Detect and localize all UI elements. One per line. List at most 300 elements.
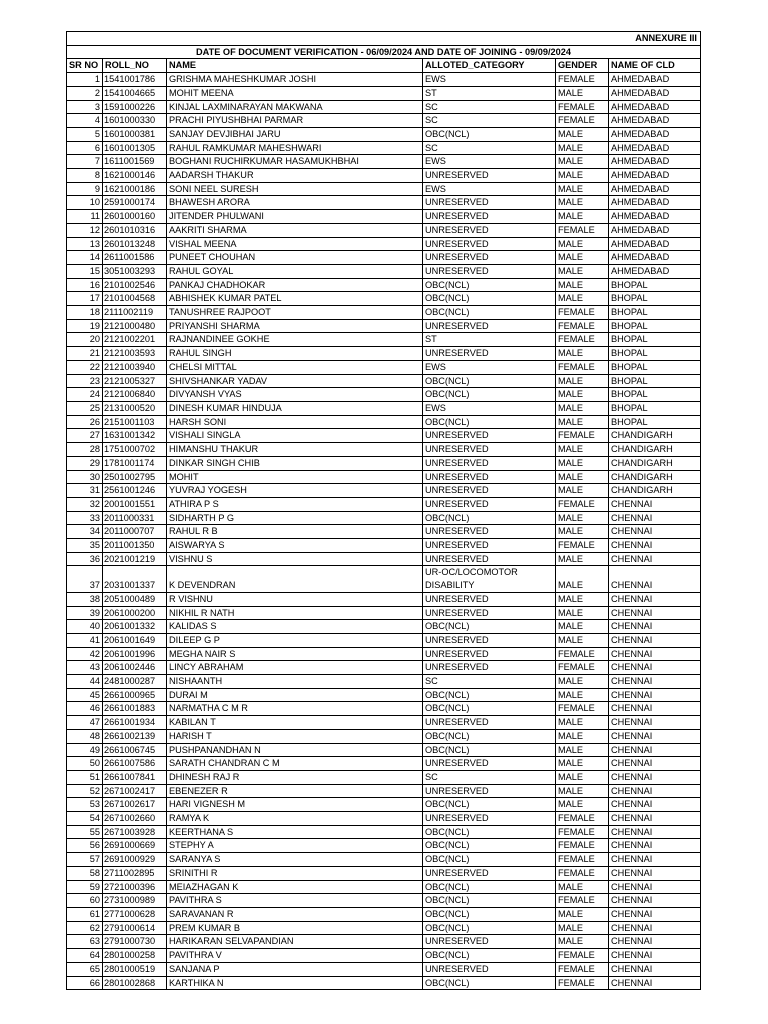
gender-cell: FEMALE <box>556 333 609 347</box>
table-row <box>67 935 701 949</box>
name-cell: SRINITHI R <box>167 866 423 880</box>
cld-cell: BHOPAL <box>609 292 701 306</box>
sr-no-cell: 4 <box>67 114 103 128</box>
name-cell: ATHIRA P S <box>167 497 423 511</box>
gender-cell: MALE <box>556 210 609 224</box>
roll-no-cell: 2051000489 <box>103 592 167 606</box>
cld-cell: BHOPAL <box>609 415 701 429</box>
name-cell: MOHIT MEENA <box>167 86 423 100</box>
category-cell: OBC(NCL) <box>423 743 556 757</box>
category-cell: EWS <box>423 182 556 196</box>
sr-no-cell: 25 <box>67 401 103 415</box>
gender-cell: MALE <box>556 127 609 141</box>
name-cell: DURAI M <box>167 688 423 702</box>
sr-no-cell: 35 <box>67 539 103 553</box>
category-cell: UNRESERVED <box>423 866 556 880</box>
category-cell: UNRESERVED <box>423 210 556 224</box>
sr-no-cell: 62 <box>67 921 103 935</box>
gender-cell: MALE <box>556 415 609 429</box>
table-row <box>67 853 701 867</box>
sr-no-cell: 29 <box>67 456 103 470</box>
gender-cell: FEMALE <box>556 429 609 443</box>
table-row <box>67 743 701 757</box>
table-row <box>67 633 701 647</box>
cld-cell: CHENNAI <box>609 866 701 880</box>
name-cell: SANJANA P <box>167 962 423 976</box>
cld-cell: AHMEDABAD <box>609 182 701 196</box>
gender-cell: FEMALE <box>556 100 609 114</box>
roll-no-cell: 2801002868 <box>103 976 167 990</box>
category-cell: SC <box>423 770 556 784</box>
name-cell: ABHISHEK KUMAR PATEL <box>167 292 423 306</box>
category-cell: UNRESERVED <box>423 539 556 553</box>
table-row <box>67 251 701 265</box>
category-cell: UNRESERVED <box>423 251 556 265</box>
category-cell: UNRESERVED <box>423 552 556 566</box>
candidate-table <box>66 31 701 990</box>
table-row <box>67 757 701 771</box>
cld-cell: AHMEDABAD <box>609 237 701 251</box>
table-row <box>67 141 701 155</box>
roll-no-cell: 2011000331 <box>103 511 167 525</box>
category-cell: UNRESERVED <box>423 606 556 620</box>
gender-cell: FEMALE <box>556 839 609 853</box>
roll-no-cell: 2721000396 <box>103 880 167 894</box>
header-row <box>67 59 701 73</box>
gender-cell: MALE <box>556 443 609 457</box>
sr-no-cell: 31 <box>67 484 103 498</box>
sr-no-cell: 60 <box>67 894 103 908</box>
roll-no-cell: 1541004665 <box>103 86 167 100</box>
table-row <box>67 223 701 237</box>
category-cell: OBC(NCL) <box>423 388 556 402</box>
table-row <box>67 429 701 443</box>
cld-cell: CHANDIGARH <box>609 484 701 498</box>
table-row <box>67 127 701 141</box>
roll-no-cell: 1591000226 <box>103 100 167 114</box>
cld-cell: AHMEDABAD <box>609 73 701 87</box>
category-cell: UNRESERVED <box>423 962 556 976</box>
gender-cell: FEMALE <box>556 539 609 553</box>
table-row <box>67 675 701 689</box>
table-row <box>67 497 701 511</box>
sr-no-cell: 48 <box>67 729 103 743</box>
table-row <box>67 278 701 292</box>
table-row <box>67 169 701 183</box>
category-cell: OBC(NCL) <box>423 415 556 429</box>
gender-cell: MALE <box>556 606 609 620</box>
category-cell: UNRESERVED <box>423 525 556 539</box>
category-cell: EWS <box>423 73 556 87</box>
roll-no-cell: 2001001551 <box>103 497 167 511</box>
gender-cell: MALE <box>556 251 609 265</box>
cld-cell: CHENNAI <box>609 839 701 853</box>
name-cell: SANJAY DEVJIBHAI JARU <box>167 127 423 141</box>
roll-no-cell: 2151001103 <box>103 415 167 429</box>
roll-no-cell: 2691000669 <box>103 839 167 853</box>
name-cell: SARAVANAN R <box>167 908 423 922</box>
name-cell: SHIVSHANKAR YADAV <box>167 374 423 388</box>
category-cell: OBC(NCL) <box>423 921 556 935</box>
roll-no-cell: 2561001246 <box>103 484 167 498</box>
name-cell: HIMANSHU THAKUR <box>167 443 423 457</box>
sr-no-cell: 37 <box>67 566 103 592</box>
roll-no-cell: 2011001350 <box>103 539 167 553</box>
table-row <box>67 347 701 361</box>
sr-no-cell: 50 <box>67 757 103 771</box>
gender-cell: FEMALE <box>556 894 609 908</box>
sr-no-cell: 12 <box>67 223 103 237</box>
name-cell: NISHAANTH <box>167 675 423 689</box>
document-title: DATE OF DOCUMENT VERIFICATION - 06/09/2024 AND DATE OF JOINING - 09/09/2024 <box>67 45 701 59</box>
name-cell: AADARSH THAKUR <box>167 169 423 183</box>
name-cell: STEPHY A <box>167 839 423 853</box>
roll-no-cell: 1781001174 <box>103 456 167 470</box>
sr-no-cell: 64 <box>67 949 103 963</box>
category-cell: UNRESERVED <box>423 443 556 457</box>
roll-no-cell: 2481000287 <box>103 675 167 689</box>
roll-no-cell: 2791000730 <box>103 935 167 949</box>
cld-cell: CHENNAI <box>609 962 701 976</box>
roll-no-cell: 2801000519 <box>103 962 167 976</box>
name-cell: RAHUL R B <box>167 525 423 539</box>
table-row <box>67 976 701 990</box>
cld-cell: CHENNAI <box>609 935 701 949</box>
table-row <box>67 306 701 320</box>
name-cell: PANKAJ CHADHOKAR <box>167 278 423 292</box>
name-cell: NIKHIL R NATH <box>167 606 423 620</box>
roll-no-cell: 2791000614 <box>103 921 167 935</box>
category-cell: OBC(NCL) <box>423 853 556 867</box>
name-cell: HARSH SONI <box>167 415 423 429</box>
gender-cell: FEMALE <box>556 812 609 826</box>
table-row <box>67 770 701 784</box>
roll-no-cell: 2591000174 <box>103 196 167 210</box>
sr-no-cell: 47 <box>67 716 103 730</box>
name-cell: AAKRITI SHARMA <box>167 223 423 237</box>
table-row <box>67 73 701 87</box>
name-cell: HARIKARAN SELVAPANDIAN <box>167 935 423 949</box>
sr-no-cell: 66 <box>67 976 103 990</box>
category-cell: UNRESERVED <box>423 812 556 826</box>
name-cell: RAHUL RAMKUMAR MAHESHWARI <box>167 141 423 155</box>
gender-cell: MALE <box>556 525 609 539</box>
header-alloted-category: ALLOTED_CATEGORY <box>423 59 556 73</box>
category-cell: UNRESERVED <box>423 347 556 361</box>
cld-cell: CHENNAI <box>609 647 701 661</box>
category-cell: OBC(NCL) <box>423 949 556 963</box>
roll-no-cell: 2061001996 <box>103 647 167 661</box>
sr-no-cell: 45 <box>67 688 103 702</box>
table-row <box>67 949 701 963</box>
header-name: NAME <box>167 59 423 73</box>
sr-no-cell: 24 <box>67 388 103 402</box>
roll-no-cell: 2501002795 <box>103 470 167 484</box>
name-cell: R VISHNU <box>167 592 423 606</box>
category-cell: UNRESERVED <box>423 592 556 606</box>
roll-no-cell: 2061000200 <box>103 606 167 620</box>
name-cell: VISHALI SINGLA <box>167 429 423 443</box>
sr-no-cell: 17 <box>67 292 103 306</box>
table-row <box>67 511 701 525</box>
category-cell: OBC(NCL) <box>423 306 556 320</box>
roll-no-cell: 1621000186 <box>103 182 167 196</box>
roll-no-cell: 2671002660 <box>103 812 167 826</box>
category-cell: SC <box>423 141 556 155</box>
category-cell: OBC(NCL) <box>423 292 556 306</box>
sr-no-cell: 23 <box>67 374 103 388</box>
sr-no-cell: 20 <box>67 333 103 347</box>
gender-cell: FEMALE <box>556 976 609 990</box>
table-row <box>67 100 701 114</box>
name-cell: PRACHI PIYUSHBHAI PARMAR <box>167 114 423 128</box>
name-cell: CHELSI MITTAL <box>167 360 423 374</box>
table-row <box>67 798 701 812</box>
cld-cell: AHMEDABAD <box>609 251 701 265</box>
category-cell: SC <box>423 100 556 114</box>
roll-no-cell: 2011000707 <box>103 525 167 539</box>
category-cell: ST <box>423 333 556 347</box>
sr-no-cell: 39 <box>67 606 103 620</box>
sr-no-cell: 51 <box>67 770 103 784</box>
roll-no-cell: 2121005327 <box>103 374 167 388</box>
roll-no-cell: 2031001337 <box>103 566 167 592</box>
cld-cell: CHENNAI <box>609 539 701 553</box>
category-cell: OBC(NCL) <box>423 729 556 743</box>
category-cell: OBC(NCL) <box>423 374 556 388</box>
roll-no-cell: 2131000520 <box>103 401 167 415</box>
name-cell: VISHNU S <box>167 552 423 566</box>
cld-cell: CHENNAI <box>609 757 701 771</box>
roll-no-cell: 1601000330 <box>103 114 167 128</box>
table-row <box>67 388 701 402</box>
roll-no-cell: 1601001305 <box>103 141 167 155</box>
sr-no-cell: 56 <box>67 839 103 853</box>
cld-cell: CHANDIGARH <box>609 456 701 470</box>
cld-cell: CHENNAI <box>609 894 701 908</box>
table-row <box>67 688 701 702</box>
category-cell: UNRESERVED <box>423 757 556 771</box>
name-cell: BHAWESH ARORA <box>167 196 423 210</box>
name-cell: RAHUL SINGH <box>167 347 423 361</box>
roll-no-cell: 3051003293 <box>103 264 167 278</box>
name-cell: AISWARYA S <box>167 539 423 553</box>
name-cell: PRIYANSHI SHARMA <box>167 319 423 333</box>
roll-no-cell: 2661007841 <box>103 770 167 784</box>
sr-no-cell: 13 <box>67 237 103 251</box>
roll-no-cell: 2671002617 <box>103 798 167 812</box>
sr-no-cell: 59 <box>67 880 103 894</box>
category-cell: UNRESERVED <box>423 319 556 333</box>
roll-no-cell: 2611001586 <box>103 251 167 265</box>
gender-cell: MALE <box>556 620 609 634</box>
table-row <box>67 210 701 224</box>
roll-no-cell: 1751000702 <box>103 443 167 457</box>
gender-cell: MALE <box>556 921 609 935</box>
cld-cell: AHMEDABAD <box>609 86 701 100</box>
roll-no-cell: 2661001934 <box>103 716 167 730</box>
cld-cell: BHOPAL <box>609 360 701 374</box>
sr-no-cell: 11 <box>67 210 103 224</box>
gender-cell: MALE <box>556 278 609 292</box>
table-row <box>67 196 701 210</box>
table-row <box>67 880 701 894</box>
gender-cell: FEMALE <box>556 825 609 839</box>
gender-cell: MALE <box>556 633 609 647</box>
gender-cell: FEMALE <box>556 114 609 128</box>
table-row <box>67 484 701 498</box>
name-cell: KABILAN T <box>167 716 423 730</box>
gender-cell: MALE <box>556 155 609 169</box>
sr-no-cell: 3 <box>67 100 103 114</box>
name-cell: DINKAR SINGH CHIB <box>167 456 423 470</box>
cld-cell: CHENNAI <box>609 784 701 798</box>
category-cell: OBC(NCL) <box>423 825 556 839</box>
cld-cell: CHENNAI <box>609 661 701 675</box>
cld-cell: CHENNAI <box>609 976 701 990</box>
gender-cell: MALE <box>556 264 609 278</box>
roll-no-cell: 2121000480 <box>103 319 167 333</box>
gender-cell: MALE <box>556 880 609 894</box>
roll-no-cell: 2601010316 <box>103 223 167 237</box>
sr-no-cell: 54 <box>67 812 103 826</box>
cld-cell: CHENNAI <box>609 743 701 757</box>
category-cell: UNRESERVED <box>423 716 556 730</box>
cld-cell: CHENNAI <box>609 921 701 935</box>
name-cell: KALIDAS S <box>167 620 423 634</box>
sr-no-cell: 30 <box>67 470 103 484</box>
cld-cell: AHMEDABAD <box>609 127 701 141</box>
sr-no-cell: 28 <box>67 443 103 457</box>
name-cell: SARATH CHANDRAN C M <box>167 757 423 771</box>
cld-cell: CHENNAI <box>609 702 701 716</box>
table-row <box>67 456 701 470</box>
header-sr-no: SR NO <box>67 59 103 73</box>
sr-no-cell: 38 <box>67 592 103 606</box>
table-row <box>67 525 701 539</box>
table-row <box>67 237 701 251</box>
name-cell: SARANYA S <box>167 853 423 867</box>
cld-cell: CHENNAI <box>609 620 701 634</box>
cld-cell: BHOPAL <box>609 347 701 361</box>
gender-cell: MALE <box>556 798 609 812</box>
cld-cell: CHANDIGARH <box>609 429 701 443</box>
sr-no-cell: 15 <box>67 264 103 278</box>
gender-cell: FEMALE <box>556 702 609 716</box>
table-row <box>67 539 701 553</box>
table-row <box>67 908 701 922</box>
gender-cell: MALE <box>556 292 609 306</box>
roll-no-cell: 2661007586 <box>103 757 167 771</box>
table-row <box>67 729 701 743</box>
category-cell: UNRESERVED <box>423 429 556 443</box>
annexure-row <box>67 32 701 46</box>
gender-cell: FEMALE <box>556 962 609 976</box>
cld-cell: BHOPAL <box>609 401 701 415</box>
header-roll-no: ROLL_NO <box>103 59 167 73</box>
annexure-label: ANNEXURE III <box>67 32 701 46</box>
table-row <box>67 319 701 333</box>
sr-no-cell: 65 <box>67 962 103 976</box>
name-cell: MEIAZHAGAN K <box>167 880 423 894</box>
cld-cell: CHENNAI <box>609 949 701 963</box>
category-cell: OBC(NCL) <box>423 880 556 894</box>
gender-cell: FEMALE <box>556 949 609 963</box>
gender-cell: MALE <box>556 237 609 251</box>
name-cell: BOGHANI RUCHIRKUMAR HASAMUKHBHAI <box>167 155 423 169</box>
table-row <box>67 812 701 826</box>
cld-cell: CHENNAI <box>609 825 701 839</box>
sr-no-cell: 46 <box>67 702 103 716</box>
cld-cell: AHMEDABAD <box>609 169 701 183</box>
gender-cell: MALE <box>556 552 609 566</box>
sr-no-cell: 44 <box>67 675 103 689</box>
name-cell: DILEEP G P <box>167 633 423 647</box>
roll-no-cell: 2671002417 <box>103 784 167 798</box>
category-cell: OBC(NCL) <box>423 798 556 812</box>
gender-cell: MALE <box>556 935 609 949</box>
category-cell: UNRESERVED <box>423 264 556 278</box>
category-cell: UNRESERVED <box>423 633 556 647</box>
name-cell: KINJAL LAXMINARAYAN MAKWANA <box>167 100 423 114</box>
sr-no-cell: 40 <box>67 620 103 634</box>
cld-cell: CHENNAI <box>609 525 701 539</box>
category-cell: UNRESERVED <box>423 497 556 511</box>
sr-no-cell: 21 <box>67 347 103 361</box>
cld-cell: CHENNAI <box>609 675 701 689</box>
sr-no-cell: 14 <box>67 251 103 265</box>
gender-cell: MALE <box>556 675 609 689</box>
table-row <box>67 155 701 169</box>
category-cell: OBC(NCL) <box>423 894 556 908</box>
cld-cell: CHENNAI <box>609 606 701 620</box>
gender-cell: MALE <box>556 784 609 798</box>
sr-no-cell: 49 <box>67 743 103 757</box>
gender-cell: MALE <box>556 347 609 361</box>
category-cell: OBC(NCL) <box>423 702 556 716</box>
roll-no-cell: 1601000381 <box>103 127 167 141</box>
cld-cell: AHMEDABAD <box>609 100 701 114</box>
table-row <box>67 661 701 675</box>
gender-cell: FEMALE <box>556 497 609 511</box>
cld-cell: AHMEDABAD <box>609 223 701 237</box>
category-cell: UNRESERVED <box>423 484 556 498</box>
name-cell: KEERTHANA S <box>167 825 423 839</box>
name-cell: KARTHIKA N <box>167 976 423 990</box>
roll-no-cell: 1541001786 <box>103 73 167 87</box>
cld-cell: AHMEDABAD <box>609 264 701 278</box>
cld-cell: AHMEDABAD <box>609 141 701 155</box>
table-row <box>67 647 701 661</box>
cld-cell: BHOPAL <box>609 333 701 347</box>
gender-cell: MALE <box>556 196 609 210</box>
roll-no-cell: 2061001649 <box>103 633 167 647</box>
name-cell: RAMYA K <box>167 812 423 826</box>
category-cell: OBC(NCL) <box>423 976 556 990</box>
cld-cell: CHENNAI <box>609 853 701 867</box>
table-row <box>67 962 701 976</box>
sr-no-cell: 52 <box>67 784 103 798</box>
name-cell: PREM KUMAR B <box>167 921 423 935</box>
name-cell: DINESH KUMAR HINDUJA <box>167 401 423 415</box>
roll-no-cell: 2671003928 <box>103 825 167 839</box>
title-row <box>67 45 701 59</box>
roll-no-cell: 2121003593 <box>103 347 167 361</box>
gender-cell: MALE <box>556 757 609 771</box>
roll-no-cell: 2661001883 <box>103 702 167 716</box>
roll-no-cell: 2771000628 <box>103 908 167 922</box>
table-row <box>67 401 701 415</box>
